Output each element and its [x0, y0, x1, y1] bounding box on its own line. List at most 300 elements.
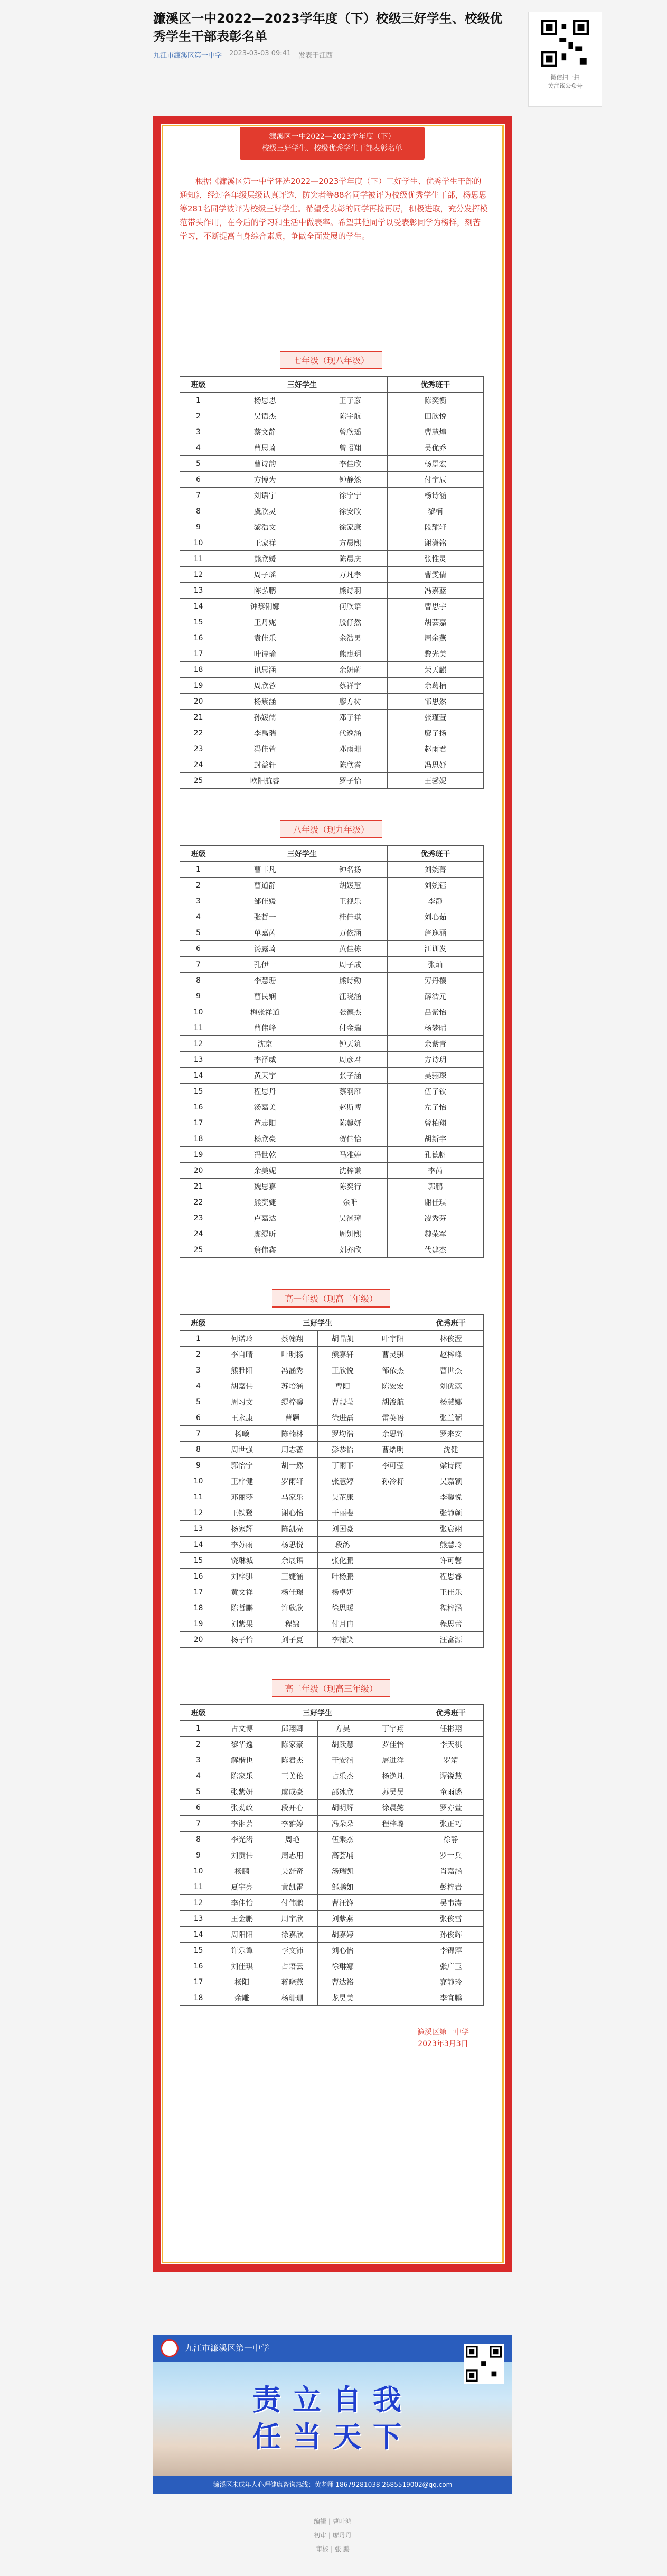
publish-location: 发表于江西: [298, 52, 333, 60]
student-cell: [368, 1863, 418, 1879]
class-cell: 3: [180, 893, 217, 909]
cadre-cell: 吴韦涛: [418, 1895, 484, 1911]
cadre-cell: 许可馨: [418, 1553, 484, 1569]
cadre-cell: 周余燕: [387, 630, 483, 646]
student-cell: 卢嘉达: [217, 1210, 313, 1226]
student-cell: 方吴: [317, 1721, 368, 1737]
class-cell: 15: [180, 1084, 217, 1099]
student-cell: 方博为: [217, 472, 313, 488]
intro-paragraph: 根据《濂溪区第一中学评选2022—2023学年度（下）三好学生、优秀学生干部的通知》，经过各年级层级认真评选，防突者等88名同学被评为校级优秀学生干部，杨思思等281名同学被评为校级三好学生。希望受表彰的同学再接再厉，积极进取，充分发挥模范带头作用，在今后的学习和生活中做表率。希望其他同学以受表彰同学为榜样，刻苦学习，不断提高自身综合素质，争做全面发展的学生。: [180, 176, 488, 241]
class-cell: 2: [180, 878, 217, 893]
honor-table: [180, 845, 484, 1258]
class-cell: 7: [180, 488, 217, 503]
class-cell: 17: [180, 1974, 217, 1990]
table-row: [180, 1004, 484, 1020]
student-cell: 杨子怡: [217, 1632, 267, 1648]
class-cell: 16: [180, 630, 217, 646]
cadre-cell: 杨诗涵: [387, 488, 483, 503]
cadre-cell: 邹思然: [387, 694, 483, 710]
student-cell: 殷仔然: [313, 614, 387, 630]
student-cell: 刘语宇: [217, 488, 313, 503]
student-cell: 王家祥: [217, 535, 313, 551]
qr-caption-2: 关注该公众号: [548, 82, 583, 89]
table-row: [180, 1537, 484, 1553]
student-cell: 周宇欣: [267, 1911, 317, 1927]
article-title: 濂溪区一中2022—2023学年度（下）校级三好学生、校级优秀学生干部表彰名单: [153, 11, 503, 44]
class-cell: 4: [180, 1768, 217, 1784]
student-cell: 王视乐: [313, 893, 387, 909]
student-cell: [368, 1911, 418, 1927]
class-cell: 8: [180, 1442, 217, 1458]
table-row: [180, 1020, 484, 1036]
student-cell: 周欣蓉: [217, 678, 313, 694]
student-cell: 陈奕行: [313, 1179, 387, 1194]
cadre-cell: 凌秀芬: [387, 1210, 483, 1226]
student-cell: 刘心怡: [317, 1943, 368, 1958]
section-title-text: 高二年级（现高三年级）: [272, 1679, 390, 1697]
student-cell: 王美伦: [267, 1768, 317, 1784]
cadre-cell: 张惟灵: [387, 551, 483, 567]
student-cell: 熊诗勤: [313, 973, 387, 988]
cadre-cell: 孔德帆: [387, 1147, 483, 1163]
table-row: [180, 1362, 484, 1378]
table-row: [180, 535, 484, 551]
student-cell: 熊惠玥: [313, 646, 387, 662]
cadre-cell: 刘婉菁: [387, 862, 483, 878]
cadre-cell: 曹慧煌: [387, 424, 483, 440]
cadre-cell: 杨梦晴: [387, 1020, 483, 1036]
student-cell: [368, 1521, 418, 1537]
table-row: [180, 583, 484, 599]
table-row: [180, 599, 484, 614]
student-cell: 熊嘉轩: [317, 1347, 368, 1362]
student-cell: 讯思涵: [217, 662, 313, 678]
student-cell: 张德杰: [313, 1004, 387, 1020]
student-cell: [368, 1832, 418, 1847]
table-row: [180, 662, 484, 678]
student-cell: 杨鹏: [217, 1863, 267, 1879]
student-cell: 赵斯博: [313, 1099, 387, 1115]
class-cell: 20: [180, 1632, 217, 1648]
student-cell: 汤瑞凯: [317, 1863, 368, 1879]
table-row: [180, 757, 484, 773]
student-cell: 李自晴: [217, 1347, 267, 1362]
student-cell: 陈家豪: [267, 1737, 317, 1752]
table-row: [180, 456, 484, 472]
student-cell: 陈馨妍: [313, 1115, 387, 1131]
cadre-cell: 代建杰: [387, 1242, 483, 1258]
student-cell: 马家乐: [267, 1489, 317, 1505]
class-cell: 8: [180, 503, 217, 519]
student-cell: 钟名扬: [313, 862, 387, 878]
table-row: [180, 1099, 484, 1115]
class-cell: 12: [180, 567, 217, 583]
table-row: [180, 1752, 484, 1768]
header-merit-students: 三好学生: [217, 377, 388, 393]
student-cell: 杨阳: [217, 1974, 267, 1990]
class-cell: 1: [180, 393, 217, 408]
class-cell: 5: [180, 456, 217, 472]
table-row: [180, 941, 484, 957]
student-cell: 付金瑞: [313, 1020, 387, 1036]
cadre-cell: 魏荣军: [387, 1226, 483, 1242]
class-cell: 23: [180, 1210, 217, 1226]
student-cell: 方晨熙: [313, 535, 387, 551]
cadre-cell: 罗靖: [418, 1752, 484, 1768]
student-cell: 李光渚: [217, 1832, 267, 1847]
cadre-cell: 田欣悦: [387, 408, 483, 424]
table-row: [180, 1347, 484, 1362]
student-cell: 丁宇翔: [368, 1721, 418, 1737]
table-row: [180, 440, 484, 456]
class-cell: 13: [180, 1521, 217, 1537]
student-cell: 芦志阳: [217, 1115, 313, 1131]
credit-reviewer: 初审 | 廖丹丹: [314, 2532, 352, 2539]
student-cell: 杨卓妍: [317, 1584, 368, 1600]
table-row: [180, 646, 484, 662]
class-cell: 13: [180, 1911, 217, 1927]
student-cell: 杨逸凡: [368, 1768, 418, 1784]
student-cell: 邹鹏如: [317, 1879, 368, 1895]
student-cell: 徐晨懿: [368, 1800, 418, 1816]
student-cell: 占文博: [217, 1721, 267, 1737]
table-header-row: [180, 1315, 484, 1331]
student-cell: 封益轩: [217, 757, 313, 773]
student-cell: 何欣语: [313, 599, 387, 614]
table-row: [180, 1616, 484, 1632]
cadre-cell: 江训发: [387, 941, 483, 957]
header-class: 班级: [180, 1315, 217, 1331]
student-cell: 单嘉芮: [217, 925, 313, 941]
cadre-cell: 王佳乐: [418, 1584, 484, 1600]
student-cell: 刘梓骐: [217, 1569, 267, 1584]
table-row: [180, 1410, 484, 1426]
class-cell: 18: [180, 1131, 217, 1147]
table-row: [180, 1147, 484, 1163]
student-cell: 占语云: [267, 1958, 317, 1974]
student-cell: 李佳欣: [313, 456, 387, 472]
class-cell: 8: [180, 973, 217, 988]
student-cell: 陈楠林: [267, 1426, 317, 1442]
cadre-cell: 任彬翔: [418, 1721, 484, 1737]
student-cell: 余思锦: [368, 1426, 418, 1442]
cadre-cell: 谭锐慧: [418, 1768, 484, 1784]
student-cell: 周志蔷: [267, 1442, 317, 1458]
class-cell: 18: [180, 1600, 217, 1616]
student-cell: 周阳阳: [217, 1927, 267, 1943]
student-cell: 钟天筑: [313, 1036, 387, 1052]
student-cell: [368, 1974, 418, 1990]
credit-approver: 审核 | 张 鹏: [316, 2545, 350, 2553]
student-cell: 余浩男: [313, 630, 387, 646]
student-cell: 周志用: [267, 1847, 317, 1863]
student-cell: 余雕: [217, 1990, 267, 2006]
qr-caption-1: 微信扫一扫: [550, 74, 580, 81]
student-cell: 虞成豪: [267, 1784, 317, 1800]
class-cell: 12: [180, 1505, 217, 1521]
table-row: [180, 1068, 484, 1084]
table-header-row: [180, 377, 484, 393]
student-cell: 张慧婷: [317, 1473, 368, 1489]
school-logo-icon: [161, 2339, 179, 2357]
header-merit-students: 三好学生: [217, 846, 388, 862]
student-cell: 钟静然: [313, 472, 387, 488]
student-cell: 陈宏宏: [368, 1378, 418, 1394]
cadre-cell: 吴骊琛: [387, 1068, 483, 1084]
class-cell: 14: [180, 1927, 217, 1943]
class-cell: 18: [180, 1990, 217, 2006]
student-cell: 邱翔卿: [267, 1721, 317, 1737]
class-cell: 6: [180, 1800, 217, 1816]
student-cell: 陈晨庆: [313, 551, 387, 567]
cadre-cell: 吴优乔: [387, 440, 483, 456]
signature-block: [393, 2027, 493, 2050]
table-row: [180, 1584, 484, 1600]
class-cell: 3: [180, 424, 217, 440]
table-row: [180, 1990, 484, 2006]
cadre-cell: 张兰弼: [418, 1410, 484, 1426]
student-cell: [368, 1505, 418, 1521]
student-cell: 黄天宇: [217, 1068, 313, 1084]
table-row: [180, 1832, 484, 1847]
table-row: [180, 694, 484, 710]
student-cell: 徐宁宁: [313, 488, 387, 503]
student-cell: 叶宇阳: [368, 1331, 418, 1347]
student-cell: 郭怡宁: [217, 1458, 267, 1473]
student-cell: [368, 1616, 418, 1632]
student-cell: 曹丰凡: [217, 862, 313, 878]
student-cell: 李慧珊: [217, 973, 313, 988]
student-cell: 罗佳怡: [368, 1737, 418, 1752]
student-cell: 叶杨鹏: [317, 1569, 368, 1584]
cadre-cell: 李馨悦: [418, 1489, 484, 1505]
class-cell: 14: [180, 599, 217, 614]
student-cell: 邓子祥: [313, 710, 387, 725]
class-cell: 17: [180, 1115, 217, 1131]
table-row: [180, 973, 484, 988]
class-cell: 24: [180, 757, 217, 773]
student-cell: 胡嘉婷: [317, 1927, 368, 1943]
student-cell: 蔡祥宇: [313, 678, 387, 694]
table-row: [180, 1553, 484, 1569]
class-cell: 11: [180, 1489, 217, 1505]
cadre-cell: 左子怡: [387, 1099, 483, 1115]
student-cell: 张紫妍: [217, 1784, 267, 1800]
class-cell: 10: [180, 535, 217, 551]
cadre-cell: 程梓涵: [418, 1600, 484, 1616]
class-cell: 5: [180, 1394, 217, 1410]
student-cell: 伍乘杰: [317, 1832, 368, 1847]
account-name-link[interactable]: 九江市濂溪区第一中学: [153, 52, 222, 60]
table-row: [180, 424, 484, 440]
table-row: [180, 1131, 484, 1147]
table-row: [180, 1974, 484, 1990]
student-cell: [368, 1600, 418, 1616]
cadre-cell: 李锦萍: [418, 1943, 484, 1958]
class-cell: 22: [180, 1194, 217, 1210]
student-cell: [368, 1879, 418, 1895]
student-cell: 刘佳琪: [217, 1958, 267, 1974]
class-cell: 7: [180, 1426, 217, 1442]
student-cell: 许乐谭: [217, 1943, 267, 1958]
cadre-cell: 杨慧娜: [418, 1394, 484, 1410]
class-cell: 4: [180, 440, 217, 456]
student-cell: 李雅婷: [267, 1816, 317, 1832]
student-cell: 高荟埔: [317, 1847, 368, 1863]
cadre-cell: 曹思宇: [387, 599, 483, 614]
header-merit-students: 三好学生: [217, 1705, 418, 1721]
student-cell: 周世强: [217, 1442, 267, 1458]
class-cell: 18: [180, 662, 217, 678]
class-cell: 6: [180, 472, 217, 488]
cadre-cell: 余葛楠: [387, 678, 483, 694]
table-row: [180, 741, 484, 757]
class-cell: 4: [180, 1378, 217, 1394]
student-cell: 曹伟峰: [217, 1020, 313, 1036]
class-cell: 2: [180, 1737, 217, 1752]
table-row: [180, 1784, 484, 1800]
student-cell: 苏吴吴: [368, 1784, 418, 1800]
student-cell: 曾昭翔: [313, 440, 387, 456]
cadre-cell: 赵雨君: [387, 741, 483, 757]
student-cell: 苏培涵: [267, 1378, 317, 1394]
cadre-cell: 曹世杰: [418, 1362, 484, 1378]
credit-editor: 编辑 | 曹叶鸿: [314, 2518, 352, 2525]
student-cell: 程思丹: [217, 1084, 313, 1099]
student-cell: 刘子夏: [267, 1632, 317, 1648]
cadre-cell: 熊慧玲: [418, 1537, 484, 1553]
cadre-cell: 李芮: [387, 1163, 483, 1179]
student-cell: 邹佳媛: [217, 893, 313, 909]
table-row: [180, 1927, 484, 1943]
student-cell: 陈哲鹏: [217, 1600, 267, 1616]
student-cell: 李文沛: [267, 1943, 317, 1958]
class-cell: 11: [180, 1879, 217, 1895]
student-cell: 冯佳萱: [217, 741, 313, 757]
student-cell: [368, 1990, 418, 2006]
student-cell: 徐嘉欣: [267, 1927, 317, 1943]
student-cell: 段鸽: [317, 1537, 368, 1553]
class-cell: 25: [180, 773, 217, 789]
class-cell: 23: [180, 741, 217, 757]
cadre-cell: 程思睿: [418, 1569, 484, 1584]
section-title-text: 八年级（现九年级）: [280, 820, 382, 838]
student-cell: 刘亦欣: [313, 1242, 387, 1258]
cadre-cell: 刘优蕊: [418, 1378, 484, 1394]
cadre-cell: 徐静: [418, 1832, 484, 1847]
cadre-cell: 吕紫怡: [387, 1004, 483, 1020]
student-cell: 熊奕婕: [217, 1194, 313, 1210]
table-row: [180, 1163, 484, 1179]
cadre-cell: 李天祺: [418, 1737, 484, 1752]
class-cell: 16: [180, 1569, 217, 1584]
student-cell: 周妍熙: [313, 1226, 387, 1242]
class-cell: 5: [180, 925, 217, 941]
credits: [153, 2515, 512, 2556]
student-cell: 曹达裕: [317, 1974, 368, 1990]
cadre-cell: 薛浩元: [387, 988, 483, 1004]
section-title: [161, 351, 502, 369]
student-cell: 龙昊美: [317, 1990, 368, 2006]
student-cell: 陈弘鹏: [217, 583, 313, 599]
student-cell: 张哲一: [217, 909, 313, 925]
class-cell: 3: [180, 1752, 217, 1768]
table-row: [180, 1847, 484, 1863]
cadre-cell: 张宸翊: [418, 1521, 484, 1537]
student-cell: 周子瑶: [217, 567, 313, 583]
student-cell: 余美妮: [217, 1163, 313, 1179]
student-cell: 曹诗韵: [217, 456, 313, 472]
student-cell: 徐家康: [313, 519, 387, 535]
cadre-cell: 冯思妤: [387, 757, 483, 773]
poster-slogan-1: 责立自我: [252, 2383, 413, 2416]
cadre-cell: 吴嘉颖: [418, 1473, 484, 1489]
student-cell: 胡晶凯: [317, 1331, 368, 1347]
student-cell: 王铁鹭: [217, 1505, 267, 1521]
table-row: [180, 1863, 484, 1879]
student-cell: [368, 1632, 418, 1648]
student-cell: [368, 1553, 418, 1569]
poster-hotline: 濂溪区未成年人心理健康咨询热线：黄老师 18679281038 2685519002@qq.com: [153, 2476, 512, 2494]
class-cell: 7: [180, 957, 217, 973]
student-cell: 张劲政: [217, 1800, 267, 1816]
table-row: [180, 773, 484, 789]
student-cell: 余唯: [313, 1194, 387, 1210]
student-cell: 余妍蔚: [313, 662, 387, 678]
student-cell: 刘贡伟: [217, 1847, 267, 1863]
student-cell: 杨珊珊: [267, 1990, 317, 2006]
cadre-cell: 张灿: [387, 957, 483, 973]
cadre-cell: 胡新宇: [387, 1131, 483, 1147]
cadre-cell: 孙俊辉: [418, 1927, 484, 1943]
cadre-cell: 曹雯倩: [387, 567, 483, 583]
table-row: [180, 1489, 484, 1505]
student-cell: 李翰笑: [317, 1632, 368, 1648]
student-cell: 陈家乐: [217, 1768, 267, 1784]
cadre-cell: 曾柏翔: [387, 1115, 483, 1131]
cadre-cell: 杨景宏: [387, 456, 483, 472]
table-row: [180, 1958, 484, 1974]
header-merit-students: 三好学生: [217, 1315, 418, 1331]
student-cell: 杨家辉: [217, 1521, 267, 1537]
table-row: [180, 1879, 484, 1895]
table-row: [180, 1768, 484, 1784]
table-row: [180, 725, 484, 741]
student-cell: 曾欣瑶: [313, 424, 387, 440]
table-row: [180, 614, 484, 630]
table-header-row: [180, 1705, 484, 1721]
student-cell: 吴涵璋: [313, 1210, 387, 1226]
student-cell: 杨思悦: [267, 1537, 317, 1553]
student-cell: 李禹瑞: [217, 725, 313, 741]
student-cell: 王梓健: [217, 1473, 267, 1489]
student-cell: 张子涵: [313, 1068, 387, 1084]
class-cell: 11: [180, 1020, 217, 1036]
student-cell: 谢心怡: [267, 1505, 317, 1521]
table-row: [180, 1816, 484, 1832]
student-cell: 梅张祥道: [217, 1004, 313, 1020]
signature-date: 2023年3月3日: [418, 2040, 468, 2048]
student-cell: 段开心: [267, 1800, 317, 1816]
table-row: [180, 1115, 484, 1131]
class-cell: 19: [180, 1616, 217, 1632]
student-cell: 胡媛慧: [313, 878, 387, 893]
student-cell: 陈欣睿: [313, 757, 387, 773]
class-cell: 24: [180, 1226, 217, 1242]
table-row: [180, 1426, 484, 1442]
student-cell: 曹题: [267, 1410, 317, 1426]
table-row: [180, 1521, 484, 1537]
